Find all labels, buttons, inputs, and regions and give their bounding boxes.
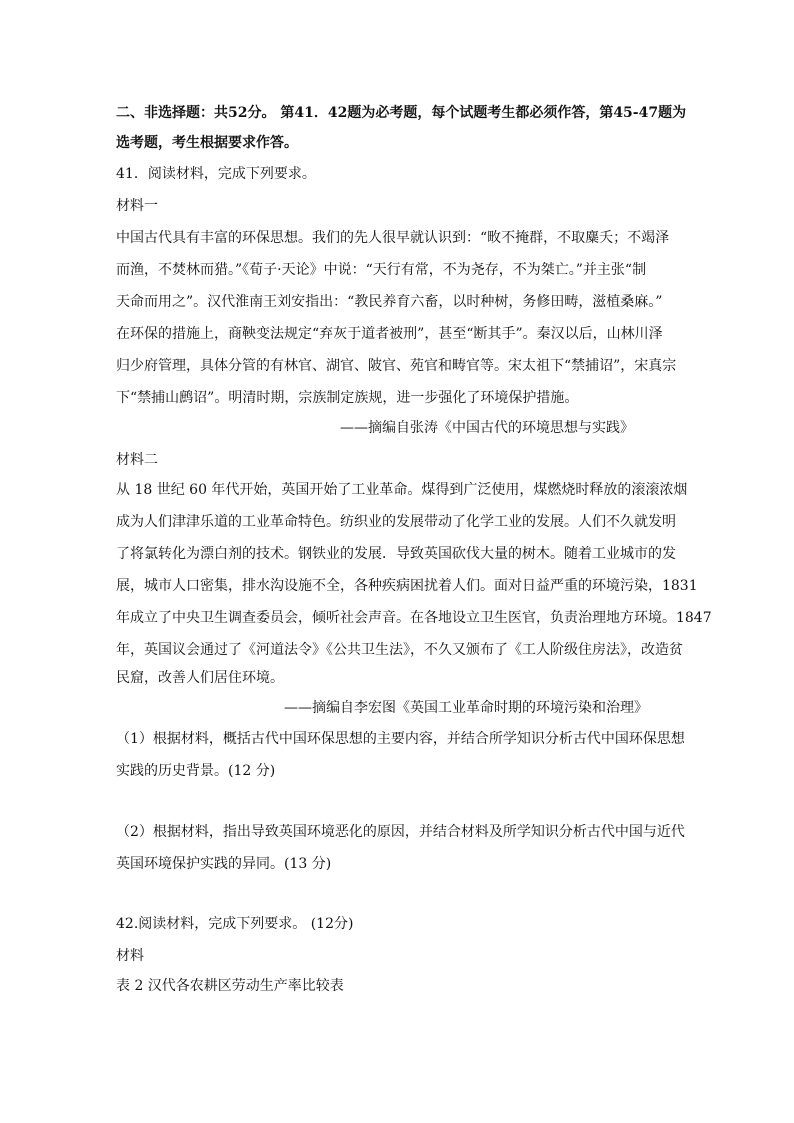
material-2-line: 年成立了中央卫生调查委员会，倾听社会声音。在各地设立卫生医官，负责治理地方环境。1847 — [116, 610, 712, 626]
question-42-material-label: 材料 — [116, 948, 144, 964]
table-caption: 表 2 汉代各农耕区劳动生产率比较表 — [116, 978, 344, 994]
material-1-source: ——摘编自张涛《中国古代的环境思想与实践》 — [340, 420, 634, 436]
question-41-intro: 41．阅读材料，完成下列要求。 — [116, 166, 316, 182]
material-2-line: 民窟，改善人们居住环境。 — [116, 670, 284, 686]
material-2-line: 从 18 世纪 60 年代开始，英国开始了工业革命。煤得到广泛使用，煤燃烧时释放的滚滚浓烟 — [116, 482, 688, 498]
subquestion-2-line2: 英国环境保护实践的异同。(13 分) — [116, 856, 332, 872]
material-2-line: 年，英国议会通过了《河道法令》《公共卫生法》，不久又颁布了《工人阶级住房法》，改造贫 — [116, 642, 683, 658]
subquestion-2-line1: （2）根据材料，指出导致英国环境恶化的原因，并结合材料及所学知识分析古代中国与近代 — [116, 824, 685, 840]
material-2-source: ——摘编自李宏图《英国工业革命时期的环境污染和治理》 — [284, 700, 648, 716]
material-1-line: 天命而用之”。汉代淮南王刘安指出：“教民养育六畜，以时种树，务修田畴，滋植桑麻。” — [116, 294, 663, 310]
material-1-line: 归少府管理，具体分管的有林官、湖官、陂官、苑官和畴官等。宋太祖下“禁捕诏”，宋真宗 — [116, 358, 677, 374]
section-heading-line2: 选考题，考生根据要求作答。 — [116, 135, 298, 151]
material-2-line: 了将氯转化为漂白剂的技术。钢铁业的发展．导致英国砍伐大量的树木。随着工业城市的发 — [116, 546, 676, 562]
material-1-line: 而渔，不焚林而猎。”《荀子·天论》中说：“天行有常，不为尧存，不为桀亡。”并主张“制 — [116, 262, 647, 278]
section-heading-line1: 二、非选择题：共52分。 第41．42题为必考题，每个试题考生都必须作答，第45-47题为 — [116, 105, 687, 121]
material-2-line: 成为人们津津乐道的工业革命特色。纺织业的发展带动了化学工业的发展。人们不久就发明 — [116, 514, 676, 530]
material-1-line: 在环保的措施上，商鞅变法规定“弃灰于道者被刑”，甚至“断其手”。秦汉以后，山林川泽 — [116, 326, 663, 342]
material-2-line: 展，城市人口密集，排水沟设施不全，各种疾病困扰着人们。面对日益严重的环境污染，1831 — [116, 578, 698, 594]
material-1-line: 中国古代具有丰富的环保思想。我们的先人很早就认识到：“畋不掩群，不取麋夭；不竭泽 — [116, 230, 670, 246]
material-1-label: 材料一 — [116, 198, 158, 214]
material-2-label: 材料二 — [116, 452, 158, 468]
subquestion-1-line2: 实践的历史背景。(12 分) — [116, 763, 276, 779]
material-1-line: 下“禁捕山鹧诏”。明清时期，宗族制定族规，进一步强化了环境保护措施。 — [116, 390, 579, 406]
subquestion-1-line1: （1）根据材料，概括古代中国环保思想的主要内容，并结合所学知识分析古代中国环保思想 — [116, 731, 685, 747]
question-42-intro: 42.阅读材料，完成下列要求。 (12分) — [116, 916, 354, 932]
